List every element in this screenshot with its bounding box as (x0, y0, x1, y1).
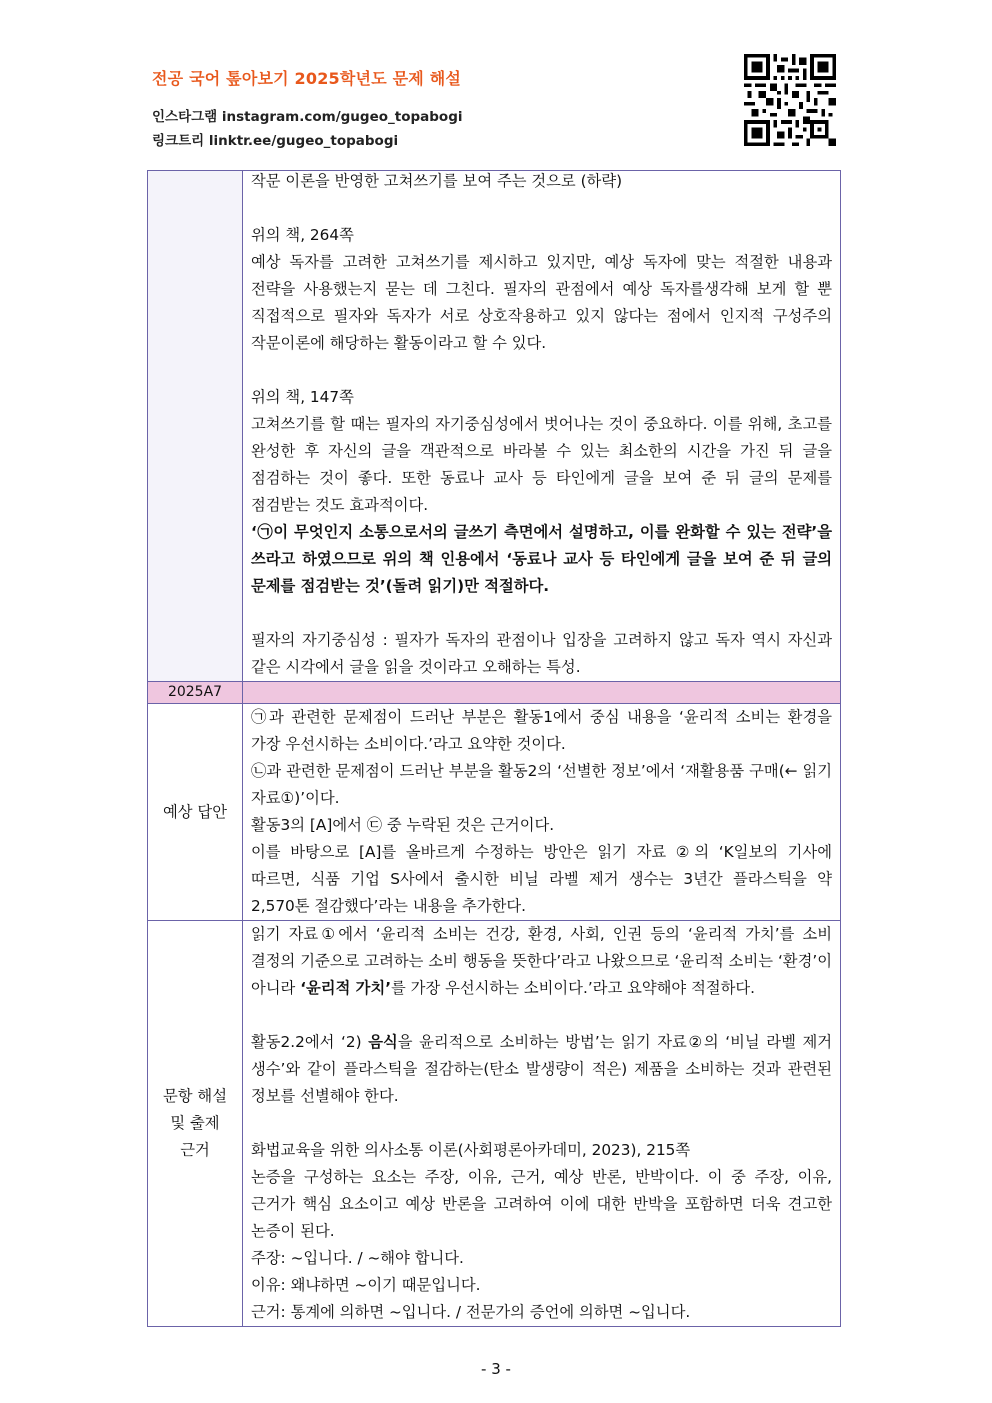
section1-row (148, 171, 841, 682)
answer-line: 활동3의 [A]에서 ㉢ 중 누락된 것은 근거이다. (251, 816, 555, 834)
band-right-cell (243, 682, 841, 704)
blank-line (251, 1002, 832, 1029)
analysis-paragraph (251, 921, 832, 1002)
linktree-line: 링크트리 linktr.ee/gugeo_topabogi (152, 133, 399, 149)
blank-line (251, 1110, 832, 1137)
section1-left-cell (148, 171, 243, 682)
answer-row (148, 704, 841, 921)
analysis-bold-text: ‘윤리적 가치’ (300, 979, 392, 997)
analysis-content (243, 921, 841, 1327)
analysis-line: 화법교육을 위한 의사소통 이론(사회평론아카데미, 2023), 215쪽 (251, 1141, 691, 1159)
analysis-label-line: 근거 (180, 1141, 210, 1159)
analysis-paragraph (251, 1029, 832, 1110)
blank-line (251, 600, 832, 627)
question-band-row (148, 682, 841, 704)
answer-content (243, 704, 841, 921)
answer-line: 이를 바탕으로 [A]를 올바르게 수정하는 방안은 읽기 자료 ②의 ‘K일보의 기사에 따르면, 식품 기업 S사에서 출시한 비닐 라벨 제거 생수는 3년간 플라스틱을 약 2,570톤 절감했다’라는 내용을 추가한다. (251, 843, 832, 915)
page-number: - 3 - (481, 1360, 511, 1378)
analysis-text: 읽기 자료①에서 ‘윤리적 소비는 건강, 환경, 사회, 인권 등의 ‘윤리적 가치’를 소비 결정의 기준으로 고려하는 소비 행동을 뜻한다’라고 나왔으므로 ‘윤리적 소비는 ‘환경’이 아니라 (251, 925, 832, 997)
analysis-text: 활동2.2에서 ‘2) (251, 1033, 369, 1051)
section1-paragraph: 예상 독자를 고려한 고쳐쓰기를 제시하고 있지만, 예상 독자에 맞는 적절한 내용과 전략을 사용했는지 묻는 데 그친다. 필자의 관점에서 예상 독자를생각해 보게 할 뿐 직접적으로 필자와 독자가 서로 상호작용하고 있지 않다는 점에서 인지적 구성주의 작문이론에 해당하는 활동이라고 할 수 있다. (251, 253, 832, 352)
analysis-row (148, 921, 841, 1327)
analysis-label (148, 921, 243, 1327)
blank-line (251, 195, 832, 222)
section1-right-cell (243, 171, 841, 682)
section1-line: 위의 책, 147쪽 (251, 388, 354, 406)
content-table (147, 170, 841, 1327)
blank-line (251, 357, 832, 384)
analysis-text: 를 가장 우선시하는 소비이다.’라고 요약해야 적절하다. (391, 979, 756, 997)
analysis-line: 논증을 구성하는 요소는 주장, 이유, 근거, 예상 반론, 반박이다. 이 중 주장, 이유, 근거가 핵심 요소이고 예상 반론을 고려하여 이에 대한 반박을 포함하면 더욱 견고한 논증이 된다. (251, 1168, 832, 1240)
analysis-text: 을 윤리적으로 소비하는 방법’는 읽기 자료②의 ‘비닐 라벨 제거 생수’와 같이 플라스틱을 절감하는(탄소 발생량이 적은) 제품을 소비하는 것과 관련된 정보를 선별해야 한다. (251, 1033, 832, 1105)
analysis-line: 근거: 통계에 의하면 ~입니다. / 전문가의 증언에 의하면 ~입니다. (251, 1303, 691, 1321)
section1-line: 위의 책, 264쪽 (251, 226, 354, 244)
answer-line: ㉠과 관련한 문제점이 드러난 부분은 활동1에서 중심 내용을 ‘윤리적 소비는 환경을 가장 우선시하는 소비이다.’라고 요약한 것이다. (251, 708, 832, 753)
header-title: 전공 국어 톺아보기 2025학년도 문제 해설 (152, 69, 462, 88)
analysis-label-line: 문항 해설 (163, 1087, 227, 1105)
analysis-bold-text: 음식 (368, 1033, 398, 1051)
qr-code-icon (744, 54, 836, 146)
analysis-label-line: 및 출제 (170, 1114, 220, 1132)
instagram-line: 인스타그램 instagram.com/gugeo_topabogi (152, 109, 463, 125)
answer-line: ㉡과 관련한 문제점이 드러난 부분을 활동2의 ‘선별한 정보’에서 ‘재활용품 구매(← 읽기 자료①)’이다. (251, 762, 832, 807)
section1-paragraph: 고쳐쓰기를 할 때는 필자의 자기중심성에서 벗어나는 것이 중요하다. 이를 위해, 초고를 완성한 후 자신의 글을 객관적으로 바라볼 수 있는 최소한의 시간을 가진 뒤 글을 점검하는 것이 좋다. 또한 동료나 교사 등 타인에게 글을 보여 준 뒤 글의 문제를 점검받는 것도 효과적이다. (251, 415, 832, 514)
analysis-line: 이유: 왜냐하면 ~이기 때문입니다. (251, 1276, 481, 1294)
section1-line: 작문 이론을 반영한 고쳐쓰기를 보여 주는 것으로 (하략) (251, 172, 623, 190)
definition-paragraph: 필자의 자기중심성 : 필자가 독자의 관점이나 입장을 고려하지 않고 독자 역시 자신과 같은 시각에서 글을 읽을 것이라고 오해하는 특성. (251, 631, 832, 676)
question-id-label: 2025A7 (148, 682, 243, 704)
analysis-line: 주장: ~입니다. / ~해야 합니다. (251, 1249, 464, 1267)
answer-label: 예상 답안 (148, 704, 243, 921)
section1-bold-paragraph: ‘㉠이 무엇인지 소통으로서의 글쓰기 측면에서 설명하고, 이를 완화할 수 있는 전략’을 쓰라고 하였으므로 위의 책 인용에서 ‘동료나 교사 등 타인에게 글을 보여 준 뒤 글의 문제를 점검받는 것’(돌려 읽기)만 적절하다. (251, 523, 832, 595)
